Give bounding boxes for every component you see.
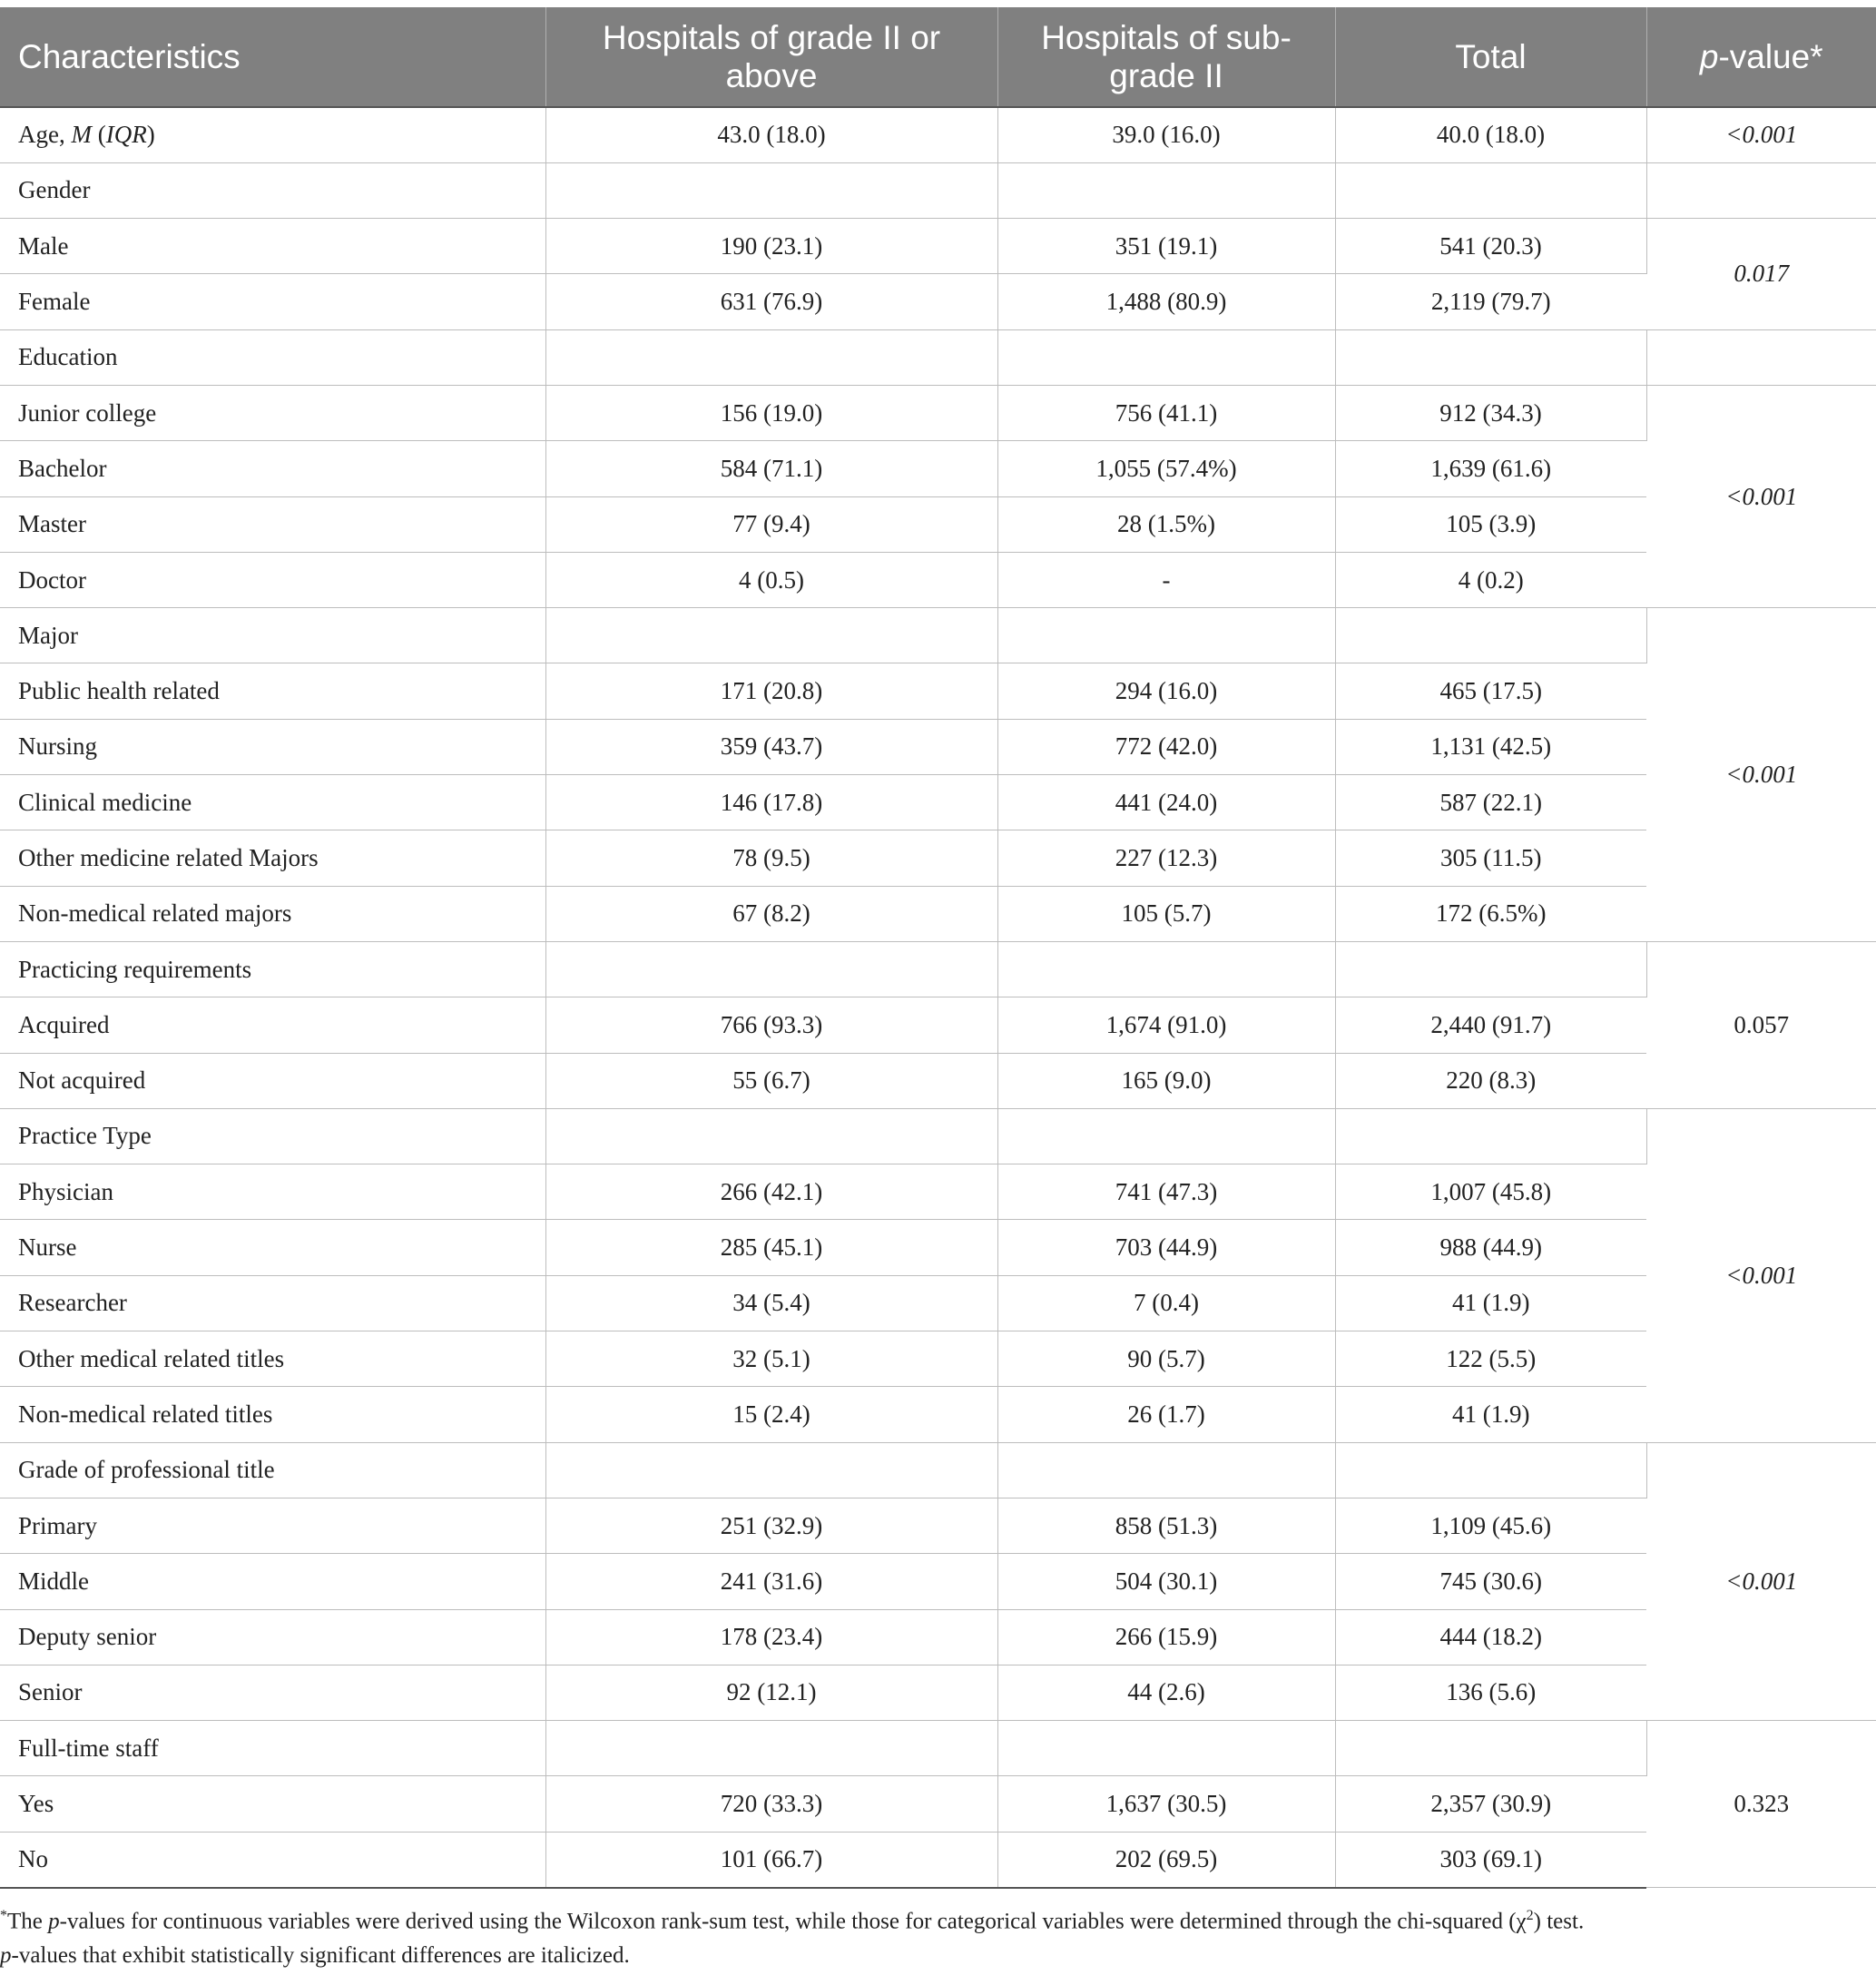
cell-grade2 — [545, 941, 997, 997]
cell-subgrade2: 202 (69.5) — [997, 1832, 1335, 1887]
table-row — [0, 496, 1876, 552]
cell-total: 41 (1.9) — [1335, 1275, 1646, 1331]
row-label: Major — [0, 608, 545, 663]
table-row — [0, 775, 1876, 830]
cell-total: 912 (34.3) — [1335, 385, 1646, 440]
row-label: Primary — [0, 1498, 545, 1553]
cell-subgrade2: 105 (5.7) — [997, 886, 1335, 941]
cell-grade2: 92 (12.1) — [545, 1665, 997, 1720]
row-label: Acquired — [0, 997, 545, 1053]
cell-total — [1335, 329, 1646, 385]
cell-p-value: <0.001 — [1646, 385, 1876, 607]
cell-grade2: 178 (23.4) — [545, 1609, 997, 1665]
footnote-text-b: -values for continuous variables were derived using the Wilcoxon rank-sum test, while those for categorical variables were determined through the chi-squared (χ — [59, 1909, 1527, 1934]
cell-grade2 — [545, 329, 997, 385]
row-label: Male — [0, 219, 545, 274]
table-row — [0, 941, 1876, 997]
cell-grade2: 101 (66.7) — [545, 1832, 997, 1887]
table-row — [0, 1108, 1876, 1164]
table-row — [0, 1609, 1876, 1665]
cell-total: 40.0 (18.0) — [1335, 107, 1646, 162]
cell-total — [1335, 1108, 1646, 1164]
cell-total: 4 (0.2) — [1335, 552, 1646, 607]
table-row — [0, 608, 1876, 663]
cell-total — [1335, 608, 1646, 663]
row-label: Other medical related titles — [0, 1331, 545, 1387]
cell-grade2: 15 (2.4) — [545, 1387, 997, 1442]
cell-total: 2,357 (30.9) — [1335, 1776, 1646, 1832]
cell-p-value: 0.323 — [1646, 1721, 1876, 1888]
table-row — [0, 1387, 1876, 1442]
table-row — [0, 1220, 1876, 1275]
cell-subgrade2 — [997, 1721, 1335, 1776]
header-grade2-hospitals: Hospitals of grade II or above — [545, 7, 997, 107]
cell-grade2: 32 (5.1) — [545, 1331, 997, 1387]
cell-total: 541 (20.3) — [1335, 219, 1646, 274]
cell-grade2: 146 (17.8) — [545, 775, 997, 830]
cell-p-value — [1646, 329, 1876, 385]
footnote-text-a: The — [7, 1909, 49, 1934]
cell-total: 41 (1.9) — [1335, 1387, 1646, 1442]
cell-subgrade2: 772 (42.0) — [997, 719, 1335, 774]
row-label: Non-medical related titles — [0, 1387, 545, 1442]
table-row — [0, 1275, 1876, 1331]
row-label: Gender — [0, 162, 545, 218]
cell-total: 465 (17.5) — [1335, 663, 1646, 719]
table-row — [0, 1164, 1876, 1220]
footnote-line-2 — [0, 1939, 1870, 1973]
table-row — [0, 1554, 1876, 1609]
cell-grade2: 631 (76.9) — [545, 274, 997, 329]
cell-p-value: 0.017 — [1646, 219, 1876, 330]
cell-subgrade2: 1,674 (91.0) — [997, 997, 1335, 1053]
table-row — [0, 1498, 1876, 1553]
table-row — [0, 1832, 1876, 1887]
row-label: Junior college — [0, 385, 545, 440]
cell-subgrade2: 504 (30.1) — [997, 1554, 1335, 1609]
header-p-value — [1646, 7, 1876, 107]
row-label: Master — [0, 496, 545, 552]
cell-grade2: 766 (93.3) — [545, 997, 997, 1053]
cell-total: 1,639 (61.6) — [1335, 441, 1646, 496]
cell-grade2: 266 (42.1) — [545, 1164, 997, 1220]
cell-grade2: 67 (8.2) — [545, 886, 997, 941]
cell-subgrade2: 703 (44.9) — [997, 1220, 1335, 1275]
cell-subgrade2 — [997, 1108, 1335, 1164]
cell-subgrade2: 44 (2.6) — [997, 1665, 1335, 1720]
cell-total: 172 (6.5%) — [1335, 886, 1646, 941]
cell-grade2: 359 (43.7) — [545, 719, 997, 774]
footnote-text-c: ) test. — [1533, 1909, 1585, 1934]
characteristics-table — [0, 7, 1876, 1889]
cell-grade2: 190 (23.1) — [545, 219, 997, 274]
cell-subgrade2 — [997, 1442, 1335, 1498]
cell-subgrade2: 266 (15.9) — [997, 1609, 1335, 1665]
row-label: Non-medical related majors — [0, 886, 545, 941]
table-row — [0, 107, 1876, 162]
cell-grade2: 171 (20.8) — [545, 663, 997, 719]
row-label: Other medicine related Majors — [0, 830, 545, 886]
cell-p-value: <0.001 — [1646, 107, 1876, 162]
cell-subgrade2: 227 (12.3) — [997, 830, 1335, 886]
table-row — [0, 719, 1876, 774]
row-label: Nursing — [0, 719, 545, 774]
cell-subgrade2: 39.0 (16.0) — [997, 107, 1335, 162]
cell-total: 745 (30.6) — [1335, 1554, 1646, 1609]
table-row — [0, 162, 1876, 218]
cell-total: 122 (5.5) — [1335, 1331, 1646, 1387]
cell-total: 2,119 (79.7) — [1335, 274, 1646, 329]
cell-subgrade2 — [997, 608, 1335, 663]
cell-grade2 — [545, 162, 997, 218]
cell-grade2: 156 (19.0) — [545, 385, 997, 440]
cell-p-value — [1646, 162, 1876, 218]
row-label: Education — [0, 329, 545, 385]
cell-subgrade2: 441 (24.0) — [997, 775, 1335, 830]
cell-grade2: 251 (32.9) — [545, 1498, 997, 1553]
cell-total: 444 (18.2) — [1335, 1609, 1646, 1665]
row-label: No — [0, 1832, 545, 1887]
footnote-text-line2: -values that exhibit statistically significant differences are italicized. — [11, 1943, 630, 1969]
table-body — [0, 107, 1876, 1888]
table-footnote — [0, 1899, 1870, 1973]
table-row — [0, 1053, 1876, 1108]
table-row — [0, 1776, 1876, 1832]
cell-subgrade2: 756 (41.1) — [997, 385, 1335, 440]
cell-subgrade2: 26 (1.7) — [997, 1387, 1335, 1442]
cell-subgrade2: - — [997, 552, 1335, 607]
row-label: Age, M (IQR) — [0, 107, 545, 162]
cell-subgrade2: 1,488 (80.9) — [997, 274, 1335, 329]
cell-total: 1,109 (45.6) — [1335, 1498, 1646, 1553]
row-label: Female — [0, 274, 545, 329]
row-label: Clinical medicine — [0, 775, 545, 830]
cell-total — [1335, 1442, 1646, 1498]
row-label: Not acquired — [0, 1053, 545, 1108]
cell-total: 988 (44.9) — [1335, 1220, 1646, 1275]
cell-total: 220 (8.3) — [1335, 1053, 1646, 1108]
table-row — [0, 552, 1876, 607]
row-label: Full-time staff — [0, 1721, 545, 1776]
cell-grade2: 720 (33.3) — [545, 1776, 997, 1832]
table-row — [0, 274, 1876, 329]
cell-subgrade2: 1,637 (30.5) — [997, 1776, 1335, 1832]
cell-subgrade2: 351 (19.1) — [997, 219, 1335, 274]
cell-subgrade2: 1,055 (57.4%) — [997, 441, 1335, 496]
row-label: Senior — [0, 1665, 545, 1720]
cell-total — [1335, 1721, 1646, 1776]
cell-total: 1,131 (42.5) — [1335, 719, 1646, 774]
header-p-rest: -value* — [1718, 37, 1823, 75]
cell-grade2: 285 (45.1) — [545, 1220, 997, 1275]
row-label: Deputy senior — [0, 1609, 545, 1665]
cell-grade2: 77 (9.4) — [545, 496, 997, 552]
footnote-star: * — [0, 1908, 7, 1923]
row-label: Bachelor — [0, 441, 545, 496]
cell-grade2 — [545, 1721, 997, 1776]
cell-subgrade2: 858 (51.3) — [997, 1498, 1335, 1553]
cell-p-value: <0.001 — [1646, 1108, 1876, 1442]
cell-grade2: 78 (9.5) — [545, 830, 997, 886]
cell-subgrade2: 294 (16.0) — [997, 663, 1335, 719]
cell-grade2: 584 (71.1) — [545, 441, 997, 496]
table-row — [0, 441, 1876, 496]
cell-total — [1335, 941, 1646, 997]
header-subgrade2-hospitals: Hospitals of sub-grade II — [997, 7, 1335, 107]
table-row — [0, 1665, 1876, 1720]
header-total: Total — [1335, 7, 1646, 107]
cell-total: 2,440 (91.7) — [1335, 997, 1646, 1053]
cell-subgrade2 — [997, 941, 1335, 997]
row-label: Practicing requirements — [0, 941, 545, 997]
cell-grade2 — [545, 608, 997, 663]
cell-total: 105 (3.9) — [1335, 496, 1646, 552]
cell-subgrade2: 28 (1.5%) — [997, 496, 1335, 552]
table-row — [0, 886, 1876, 941]
cell-subgrade2: 90 (5.7) — [997, 1331, 1335, 1387]
table-row — [0, 329, 1876, 385]
cell-grade2: 4 (0.5) — [545, 552, 997, 607]
table-row — [0, 1331, 1876, 1387]
cell-grade2 — [545, 1442, 997, 1498]
cell-p-value: 0.057 — [1646, 941, 1876, 1108]
header-characteristics: Characteristics — [0, 7, 545, 107]
cell-p-value: <0.001 — [1646, 1442, 1876, 1720]
cell-total — [1335, 162, 1646, 218]
cell-total: 136 (5.6) — [1335, 1665, 1646, 1720]
cell-total: 305 (11.5) — [1335, 830, 1646, 886]
cell-total: 303 (69.1) — [1335, 1832, 1646, 1887]
footnote-p-italic-2: p — [0, 1943, 12, 1969]
cell-subgrade2 — [997, 329, 1335, 385]
cell-p-value: <0.001 — [1646, 608, 1876, 942]
cell-grade2 — [545, 1108, 997, 1164]
row-label: Researcher — [0, 1275, 545, 1331]
table-row — [0, 1721, 1876, 1776]
cell-total: 1,007 (45.8) — [1335, 1164, 1646, 1220]
row-label: Public health related — [0, 663, 545, 719]
footnote-p-italic: p — [48, 1909, 60, 1934]
table-row — [0, 663, 1876, 719]
row-label: Nurse — [0, 1220, 545, 1275]
table-row — [0, 219, 1876, 274]
row-label: Doctor — [0, 552, 545, 607]
table-row — [0, 1442, 1876, 1498]
cell-subgrade2: 741 (47.3) — [997, 1164, 1335, 1220]
row-label: Practice Type — [0, 1108, 545, 1164]
cell-grade2: 43.0 (18.0) — [545, 107, 997, 162]
table-row — [0, 385, 1876, 440]
cell-grade2: 55 (6.7) — [545, 1053, 997, 1108]
cell-grade2: 241 (31.6) — [545, 1554, 997, 1609]
row-label: Physician — [0, 1164, 545, 1220]
cell-subgrade2 — [997, 162, 1335, 218]
cell-subgrade2: 7 (0.4) — [997, 1275, 1335, 1331]
row-label: Grade of professional title — [0, 1442, 545, 1498]
table-row — [0, 830, 1876, 886]
table-header-row — [0, 7, 1876, 107]
cell-grade2: 34 (5.4) — [545, 1275, 997, 1331]
cell-subgrade2: 165 (9.0) — [997, 1053, 1335, 1108]
cell-total: 587 (22.1) — [1335, 775, 1646, 830]
row-label: Middle — [0, 1554, 545, 1609]
footnote-line-1 — [0, 1899, 1870, 1939]
footnote-sup: 2 — [1526, 1908, 1534, 1923]
header-p-italic: p — [1699, 37, 1719, 75]
table-row — [0, 997, 1876, 1053]
row-label: Yes — [0, 1776, 545, 1832]
